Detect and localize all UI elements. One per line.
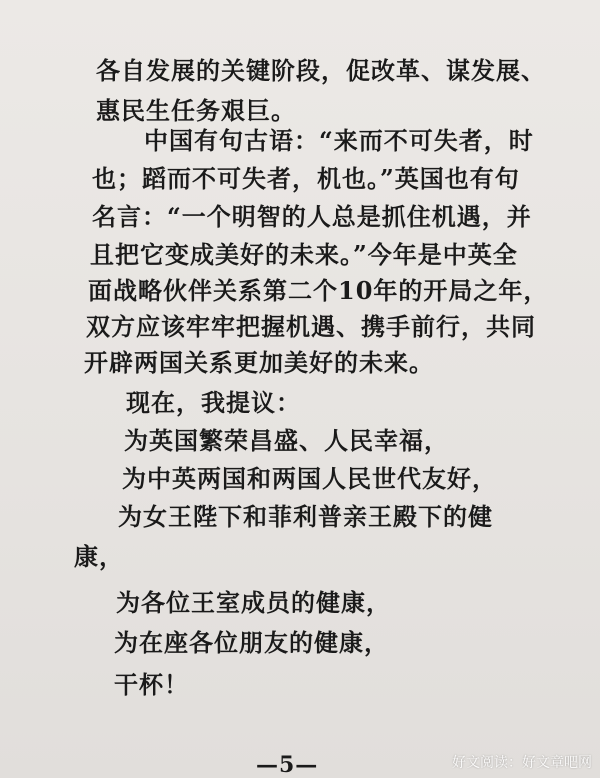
text-line: 为中英两国和两国人民世代友好，	[122, 464, 497, 493]
text-line: 惠民生任务艰巨。	[96, 96, 296, 125]
text-line: 名言：“一个明智的人总是抓住机遇，并	[92, 202, 532, 231]
text-line: 为英国繁荣昌盛、人民幸福，	[124, 426, 449, 455]
text-line: 且把它变成美好的未来。”今年是中英全	[90, 240, 518, 269]
text-line: 也；蹈而不可失者，机也。”英国也有句	[92, 164, 520, 193]
page-number: —5—	[256, 752, 319, 778]
text-line: 干杯！	[114, 670, 189, 699]
text-line: 为在座各位朋友的健康，	[114, 628, 389, 657]
text-line: 中国有句古语：“来而不可失者，时	[144, 126, 534, 155]
text-line: 为女王陛下和菲利普亲王殿下的健	[118, 502, 493, 531]
text-line: 各自发展的关键阶段，促改革、谋发展、	[96, 56, 546, 85]
text-line: 双方应该牢牢把握机遇、携手前行，共同	[86, 312, 536, 341]
watermark-text: 好文阅读：好文章吧网	[452, 755, 592, 771]
text-line: 面战略伙伴关系第二个10年的开局之年，	[88, 276, 549, 305]
text-line: 康，	[74, 542, 124, 571]
text-line: 开辟两国关系更加美好的未来。	[84, 348, 434, 377]
text-line: 现在，我提议：	[126, 388, 301, 417]
text-line: 为各位王室成员的健康，	[116, 588, 391, 617]
